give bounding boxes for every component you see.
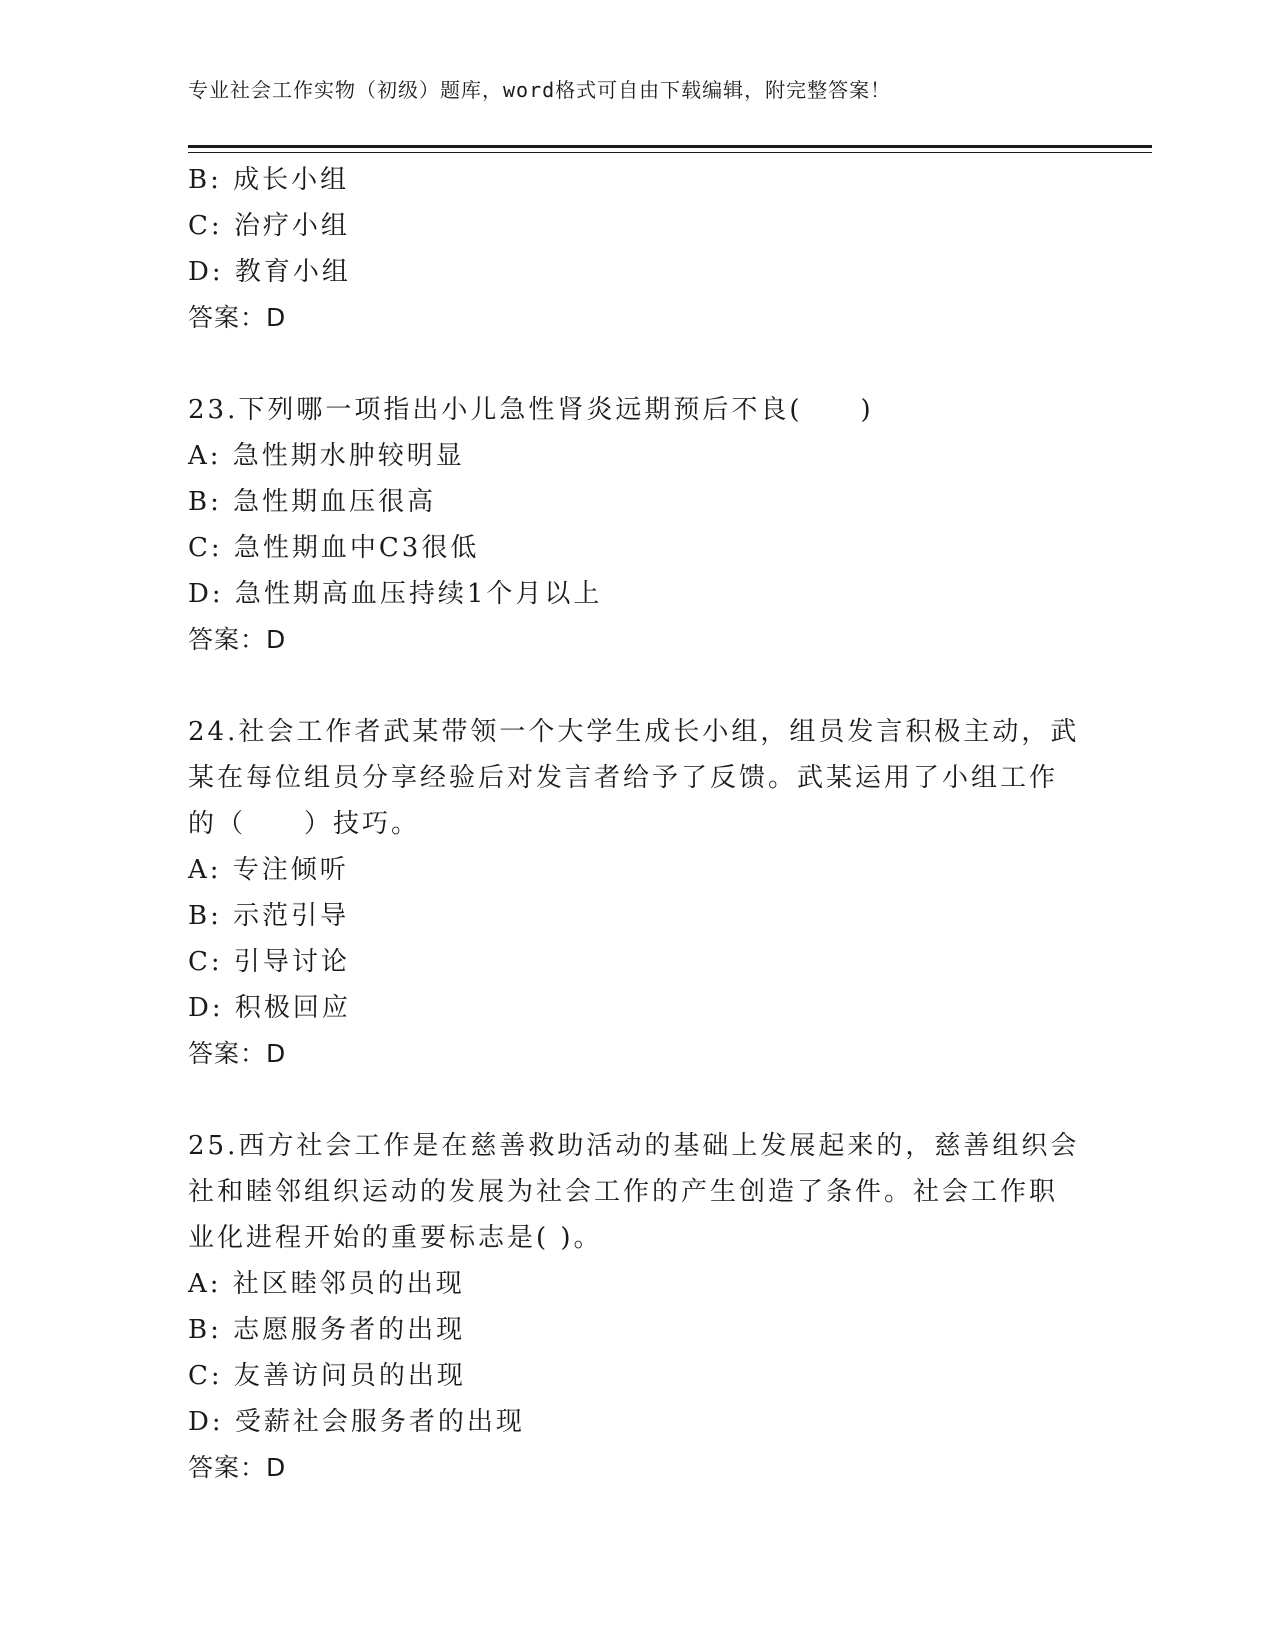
option-b: B: 示范引导	[188, 901, 350, 931]
option-a: A: 专注倾听	[188, 855, 349, 885]
option-c: C: 友善访问员的出现	[188, 1361, 466, 1391]
option-c: C: 引导讨论	[188, 947, 350, 977]
spacer	[188, 1077, 1088, 1123]
answer-line: 答案：D	[188, 1039, 287, 1068]
spacer	[188, 341, 1088, 387]
option-c: C: 急性期血中C3很低	[188, 533, 480, 563]
option-d: D: 积极回应	[188, 993, 351, 1023]
option-b: B: 成长小组	[188, 165, 350, 195]
page-header: 专业社会工作实物（初级）题库，word格式可自由下载编辑，附完整答案！	[188, 78, 892, 102]
question-25	[188, 1123, 1088, 1491]
option-d: D: 急性期高血压持续1个月以上	[188, 579, 603, 609]
question-stem: 业化进程开始的重要标志是( )。	[188, 1223, 603, 1253]
header-divider-thick	[188, 145, 1152, 148]
question-stem: 24.社会工作者武某带领一个大学生成长小组，组员发言积极主动，武	[188, 717, 1080, 747]
question-stem: 社和睦邻组织运动的发展为社会工作的产生创造了条件。社会工作职	[188, 1177, 1059, 1207]
question-stem: 某在每位组员分享经验后对发言者给予了反馈。武某运用了小组工作	[188, 763, 1059, 793]
question-24	[188, 709, 1088, 1077]
header-divider-thin	[188, 152, 1152, 153]
spacer	[188, 663, 1088, 709]
option-a: A: 社区睦邻员的出现	[188, 1269, 465, 1299]
question-stem: 23.下列哪一项指出小儿急性肾炎远期预后不良( )	[188, 395, 874, 425]
option-b: B: 急性期血压很高	[188, 487, 437, 517]
prev-question-block	[188, 157, 1088, 341]
option-a: A: 急性期水肿较明显	[188, 441, 465, 471]
question-23	[188, 387, 1088, 663]
question-content	[188, 157, 1088, 1491]
answer-line: 答案：D	[188, 303, 287, 332]
answer-line: 答案：D	[188, 1453, 287, 1482]
option-c: C: 治疗小组	[188, 211, 350, 241]
option-d: D: 教育小组	[188, 257, 351, 287]
question-stem: 25.西方社会工作是在慈善救助活动的基础上发展起来的，慈善组织会	[188, 1131, 1080, 1161]
answer-line: 答案：D	[188, 625, 287, 654]
option-b: B: 志愿服务者的出现	[188, 1315, 466, 1345]
question-stem: 的（ ）技巧。	[188, 809, 421, 839]
option-d: D: 受薪社会服务者的出现	[188, 1407, 525, 1437]
